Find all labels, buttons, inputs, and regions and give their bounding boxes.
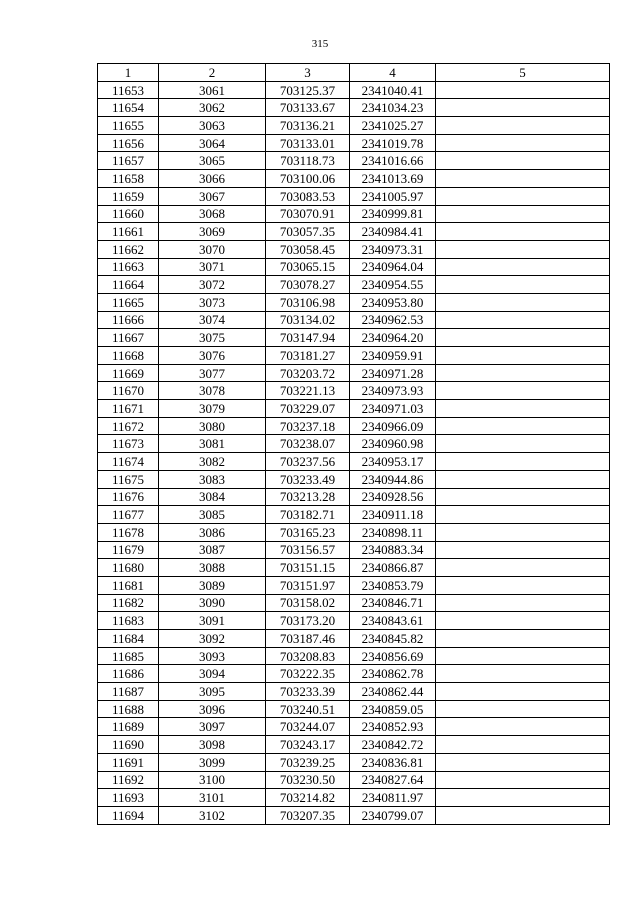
table-cell-col-3: 703187.46 — [266, 630, 350, 648]
table-cell-col-3: 703244.07 — [266, 718, 350, 736]
table-row — [98, 311, 610, 329]
table-cell-col-2: 3080 — [159, 417, 266, 435]
table-cell-col-4: 2340971.28 — [350, 364, 436, 382]
table-cell-col-4: 2341034.23 — [350, 99, 436, 117]
table-row — [98, 276, 610, 294]
table-row — [98, 541, 610, 559]
table-cell-col-1: 11681 — [98, 576, 159, 594]
table-cell-col-1: 11687 — [98, 683, 159, 701]
table-cell-col-5 — [436, 771, 610, 789]
table-row — [98, 647, 610, 665]
table-cell-col-4: 2341013.69 — [350, 170, 436, 188]
table-cell-col-2: 3089 — [159, 576, 266, 594]
table-cell-col-1: 11663 — [98, 258, 159, 276]
column-header-5: 5 — [436, 64, 610, 82]
table-cell-col-1: 11657 — [98, 152, 159, 170]
table-cell-col-3: 703136.21 — [266, 117, 350, 135]
table-cell-col-2: 3068 — [159, 205, 266, 223]
table-row — [98, 117, 610, 135]
table-cell-col-4: 2340859.05 — [350, 700, 436, 718]
table-cell-col-5 — [436, 293, 610, 311]
table-cell-col-1: 11673 — [98, 435, 159, 453]
table-row — [98, 789, 610, 807]
table-cell-col-5 — [436, 683, 610, 701]
table-cell-col-5 — [436, 594, 610, 612]
table-cell-col-3: 703221.13 — [266, 382, 350, 400]
table-cell-col-5 — [436, 258, 610, 276]
table-cell-col-1: 11690 — [98, 736, 159, 754]
table-row — [98, 700, 610, 718]
table-row — [98, 683, 610, 701]
table-cell-col-4: 2341016.66 — [350, 152, 436, 170]
table-cell-col-4: 2340973.93 — [350, 382, 436, 400]
table-cell-col-5 — [436, 753, 610, 771]
table-cell-col-2: 3102 — [159, 806, 266, 824]
table-cell-col-3: 703165.23 — [266, 523, 350, 541]
table-cell-col-4: 2340883.34 — [350, 541, 436, 559]
header-row — [98, 64, 610, 82]
table-cell-col-3: 703133.67 — [266, 99, 350, 117]
table-cell-col-2: 3067 — [159, 187, 266, 205]
table-row — [98, 240, 610, 258]
table-cell-col-3: 703118.73 — [266, 152, 350, 170]
table-cell-col-2: 3077 — [159, 364, 266, 382]
table-cell-col-2: 3100 — [159, 771, 266, 789]
table-cell-col-2: 3076 — [159, 347, 266, 365]
table-cell-col-1: 11688 — [98, 700, 159, 718]
table-cell-col-1: 11677 — [98, 506, 159, 524]
table-cell-col-5 — [436, 736, 610, 754]
table-cell-col-4: 2340852.93 — [350, 718, 436, 736]
table-cell-col-4: 2340984.41 — [350, 223, 436, 241]
table-cell-col-5 — [436, 117, 610, 135]
table-cell-col-1: 11668 — [98, 347, 159, 365]
table-cell-col-2: 3073 — [159, 293, 266, 311]
table-cell-col-3: 703078.27 — [266, 276, 350, 294]
table-cell-col-3: 703233.49 — [266, 470, 350, 488]
table-cell-col-4: 2340964.04 — [350, 258, 436, 276]
table-cell-col-4: 2340843.61 — [350, 612, 436, 630]
table-cell-col-2: 3086 — [159, 523, 266, 541]
table-row — [98, 612, 610, 630]
table-cell-col-1: 11658 — [98, 170, 159, 188]
table-cell-col-2: 3097 — [159, 718, 266, 736]
table-body — [98, 81, 610, 824]
table-cell-col-5 — [436, 523, 610, 541]
table-cell-col-5 — [436, 81, 610, 99]
table-row — [98, 594, 610, 612]
table-cell-col-3: 703213.28 — [266, 488, 350, 506]
table-cell-col-4: 2340973.31 — [350, 240, 436, 258]
table-cell-col-3: 703147.94 — [266, 329, 350, 347]
table-cell-col-5 — [436, 576, 610, 594]
table-cell-col-1: 11653 — [98, 81, 159, 99]
table-cell-col-5 — [436, 665, 610, 683]
table-cell-col-1: 11684 — [98, 630, 159, 648]
table-cell-col-3: 703158.02 — [266, 594, 350, 612]
table-cell-col-1: 11665 — [98, 293, 159, 311]
table-cell-col-1: 11683 — [98, 612, 159, 630]
table-cell-col-4: 2340898.11 — [350, 523, 436, 541]
table-cell-col-5 — [436, 417, 610, 435]
table-cell-col-4: 2341025.27 — [350, 117, 436, 135]
table-cell-col-4: 2340960.98 — [350, 435, 436, 453]
table-cell-col-3: 703237.18 — [266, 417, 350, 435]
table-cell-col-5 — [436, 223, 610, 241]
table-cell-col-2: 3096 — [159, 700, 266, 718]
table-row — [98, 488, 610, 506]
table-cell-col-1: 11689 — [98, 718, 159, 736]
table-cell-col-4: 2340911.18 — [350, 506, 436, 524]
table-cell-col-4: 2340966.09 — [350, 417, 436, 435]
table-cell-col-1: 11679 — [98, 541, 159, 559]
table-cell-col-5 — [436, 276, 610, 294]
table-cell-col-3: 703134.02 — [266, 311, 350, 329]
table-cell-col-1: 11693 — [98, 789, 159, 807]
table-cell-col-2: 3071 — [159, 258, 266, 276]
column-header-4: 4 — [350, 64, 436, 82]
table-row — [98, 134, 610, 152]
page-number: 315 — [311, 38, 329, 50]
table-cell-col-2: 3074 — [159, 311, 266, 329]
table-cell-col-5 — [436, 435, 610, 453]
table-cell-col-1: 11659 — [98, 187, 159, 205]
table-cell-col-1: 11685 — [98, 647, 159, 665]
table-cell-col-3: 703065.15 — [266, 258, 350, 276]
table-cell-col-4: 2340944.86 — [350, 470, 436, 488]
table-cell-col-4: 2341019.78 — [350, 134, 436, 152]
table-cell-col-3: 703239.25 — [266, 753, 350, 771]
table-cell-col-4: 2340953.80 — [350, 293, 436, 311]
table-row — [98, 152, 610, 170]
table-cell-col-2: 3098 — [159, 736, 266, 754]
table-cell-col-1: 11674 — [98, 453, 159, 471]
column-header-2: 2 — [159, 64, 266, 82]
table-cell-col-5 — [436, 329, 610, 347]
table-cell-col-2: 3082 — [159, 453, 266, 471]
table-cell-col-2: 3087 — [159, 541, 266, 559]
table-cell-col-3: 703230.50 — [266, 771, 350, 789]
table-cell-col-2: 3075 — [159, 329, 266, 347]
table-cell-col-3: 703243.17 — [266, 736, 350, 754]
table-row — [98, 718, 610, 736]
table-cell-col-5 — [436, 152, 610, 170]
table-cell-col-3: 703100.06 — [266, 170, 350, 188]
table-cell-col-3: 703237.56 — [266, 453, 350, 471]
table-cell-col-1: 11682 — [98, 594, 159, 612]
table-cell-col-2: 3095 — [159, 683, 266, 701]
table-cell-col-2: 3069 — [159, 223, 266, 241]
table-cell-col-5 — [436, 559, 610, 577]
table-cell-col-5 — [436, 647, 610, 665]
table-row — [98, 753, 610, 771]
table-cell-col-3: 703173.20 — [266, 612, 350, 630]
table-row — [98, 559, 610, 577]
table-cell-col-5 — [436, 700, 610, 718]
table-cell-col-3: 703057.35 — [266, 223, 350, 241]
table-cell-col-5 — [436, 400, 610, 418]
table-row — [98, 736, 610, 754]
column-header-1: 1 — [98, 64, 159, 82]
table-cell-col-3: 703222.35 — [266, 665, 350, 683]
table-cell-col-1: 11691 — [98, 753, 159, 771]
table-cell-col-2: 3063 — [159, 117, 266, 135]
table-cell-col-3: 703229.07 — [266, 400, 350, 418]
table-cell-col-1: 11671 — [98, 400, 159, 418]
table-cell-col-4: 2340845.82 — [350, 630, 436, 648]
table-row — [98, 665, 610, 683]
table-cell-col-1: 11666 — [98, 311, 159, 329]
table-cell-col-4: 2340856.69 — [350, 647, 436, 665]
table-row — [98, 329, 610, 347]
table-cell-col-2: 3081 — [159, 435, 266, 453]
table-cell-col-3: 703070.91 — [266, 205, 350, 223]
table-cell-col-4: 2340866.87 — [350, 559, 436, 577]
table-row — [98, 223, 610, 241]
table-cell-col-5 — [436, 99, 610, 117]
table-cell-col-5 — [436, 311, 610, 329]
table-row — [98, 364, 610, 382]
table-cell-col-1: 11680 — [98, 559, 159, 577]
table-row — [98, 806, 610, 824]
table-cell-col-4: 2340842.72 — [350, 736, 436, 754]
table-cell-col-4: 2340862.78 — [350, 665, 436, 683]
table-cell-col-1: 11675 — [98, 470, 159, 488]
table-cell-col-2: 3088 — [159, 559, 266, 577]
table-cell-col-2: 3079 — [159, 400, 266, 418]
table-cell-col-5 — [436, 612, 610, 630]
table-cell-col-1: 11672 — [98, 417, 159, 435]
table-cell-col-2: 3066 — [159, 170, 266, 188]
table-cell-col-3: 703151.15 — [266, 559, 350, 577]
table-cell-col-4: 2341040.41 — [350, 81, 436, 99]
table-row — [98, 205, 610, 223]
table-cell-col-3: 703208.83 — [266, 647, 350, 665]
table-cell-col-5 — [436, 718, 610, 736]
table-cell-col-5 — [436, 347, 610, 365]
table-cell-col-1: 11667 — [98, 329, 159, 347]
table-row — [98, 170, 610, 188]
table-cell-col-1: 11654 — [98, 99, 159, 117]
table-row — [98, 630, 610, 648]
table-row — [98, 435, 610, 453]
table-row — [98, 470, 610, 488]
table-cell-col-5 — [436, 382, 610, 400]
table-cell-col-2: 3090 — [159, 594, 266, 612]
table-cell-col-2: 3064 — [159, 134, 266, 152]
table-cell-col-4: 2340964.20 — [350, 329, 436, 347]
table-cell-col-3: 703238.07 — [266, 435, 350, 453]
table-cell-col-5 — [436, 506, 610, 524]
table-cell-col-1: 11692 — [98, 771, 159, 789]
table-cell-col-3: 703125.37 — [266, 81, 350, 99]
table-cell-col-1: 11678 — [98, 523, 159, 541]
table-cell-col-5 — [436, 364, 610, 382]
table-cell-col-4: 2341005.97 — [350, 187, 436, 205]
table-cell-col-5 — [436, 170, 610, 188]
table-cell-col-3: 703106.98 — [266, 293, 350, 311]
table-cell-col-1: 11686 — [98, 665, 159, 683]
table-cell-col-4: 2340799.07 — [350, 806, 436, 824]
table-cell-col-4: 2340999.81 — [350, 205, 436, 223]
table-row — [98, 576, 610, 594]
table-cell-col-3: 703214.82 — [266, 789, 350, 807]
table-row — [98, 382, 610, 400]
table-cell-col-4: 2340846.71 — [350, 594, 436, 612]
table-cell-col-4: 2340836.81 — [350, 753, 436, 771]
table-row — [98, 506, 610, 524]
table-cell-col-4: 2340928.56 — [350, 488, 436, 506]
table-cell-col-1: 11655 — [98, 117, 159, 135]
table-cell-col-5 — [436, 134, 610, 152]
table-cell-col-5 — [436, 630, 610, 648]
table-cell-col-1: 11694 — [98, 806, 159, 824]
table-cell-col-2: 3094 — [159, 665, 266, 683]
table-cell-col-3: 703151.97 — [266, 576, 350, 594]
table-cell-col-5 — [436, 806, 610, 824]
table-cell-col-2: 3093 — [159, 647, 266, 665]
table-cell-col-3: 703083.53 — [266, 187, 350, 205]
table-cell-col-4: 2340971.03 — [350, 400, 436, 418]
table-cell-col-4: 2340954.55 — [350, 276, 436, 294]
table-cell-col-2: 3091 — [159, 612, 266, 630]
table-row — [98, 258, 610, 276]
table-cell-col-4: 2340853.79 — [350, 576, 436, 594]
table-row — [98, 771, 610, 789]
table-cell-col-3: 703233.39 — [266, 683, 350, 701]
table-row — [98, 99, 610, 117]
table-cell-col-2: 3083 — [159, 470, 266, 488]
table-cell-col-2: 3070 — [159, 240, 266, 258]
coordinates-table — [97, 63, 610, 825]
table-row — [98, 293, 610, 311]
table-cell-col-1: 11661 — [98, 223, 159, 241]
table-cell-col-3: 703058.45 — [266, 240, 350, 258]
table-row — [98, 453, 610, 471]
table-cell-col-3: 703133.01 — [266, 134, 350, 152]
table-cell-col-2: 3099 — [159, 753, 266, 771]
table-cell-col-5 — [436, 541, 610, 559]
table-cell-col-5 — [436, 205, 610, 223]
table-cell-col-4: 2340827.64 — [350, 771, 436, 789]
table-cell-col-5 — [436, 187, 610, 205]
table-cell-col-5 — [436, 789, 610, 807]
table-cell-col-1: 11669 — [98, 364, 159, 382]
table-cell-col-3: 703207.35 — [266, 806, 350, 824]
table-cell-col-3: 703240.51 — [266, 700, 350, 718]
table-cell-col-4: 2340959.91 — [350, 347, 436, 365]
table-row — [98, 523, 610, 541]
column-header-3: 3 — [266, 64, 350, 82]
table-cell-col-3: 703156.57 — [266, 541, 350, 559]
table-row — [98, 81, 610, 99]
table-cell-col-5 — [436, 488, 610, 506]
table-row — [98, 417, 610, 435]
table-cell-col-4: 2340962.53 — [350, 311, 436, 329]
table-cell-col-2: 3065 — [159, 152, 266, 170]
table-cell-col-2: 3092 — [159, 630, 266, 648]
table-cell-col-2: 3101 — [159, 789, 266, 807]
table-cell-col-3: 703181.27 — [266, 347, 350, 365]
table-cell-col-1: 11670 — [98, 382, 159, 400]
table-row — [98, 347, 610, 365]
table-cell-col-3: 703182.71 — [266, 506, 350, 524]
table-row — [98, 187, 610, 205]
table-row — [98, 400, 610, 418]
table-cell-col-2: 3084 — [159, 488, 266, 506]
table-cell-col-1: 11676 — [98, 488, 159, 506]
table-cell-col-3: 703203.72 — [266, 364, 350, 382]
table-cell-col-5 — [436, 240, 610, 258]
table-cell-col-1: 11664 — [98, 276, 159, 294]
table-cell-col-2: 3061 — [159, 81, 266, 99]
table-cell-col-5 — [436, 470, 610, 488]
table-cell-col-4: 2340862.44 — [350, 683, 436, 701]
table-cell-col-1: 11660 — [98, 205, 159, 223]
table-cell-col-2: 3085 — [159, 506, 266, 524]
table-cell-col-1: 11662 — [98, 240, 159, 258]
table-cell-col-4: 2340811.97 — [350, 789, 436, 807]
table-cell-col-2: 3072 — [159, 276, 266, 294]
table-cell-col-1: 11656 — [98, 134, 159, 152]
table-cell-col-2: 3062 — [159, 99, 266, 117]
table-cell-col-4: 2340953.17 — [350, 453, 436, 471]
table-cell-col-2: 3078 — [159, 382, 266, 400]
table-cell-col-5 — [436, 453, 610, 471]
